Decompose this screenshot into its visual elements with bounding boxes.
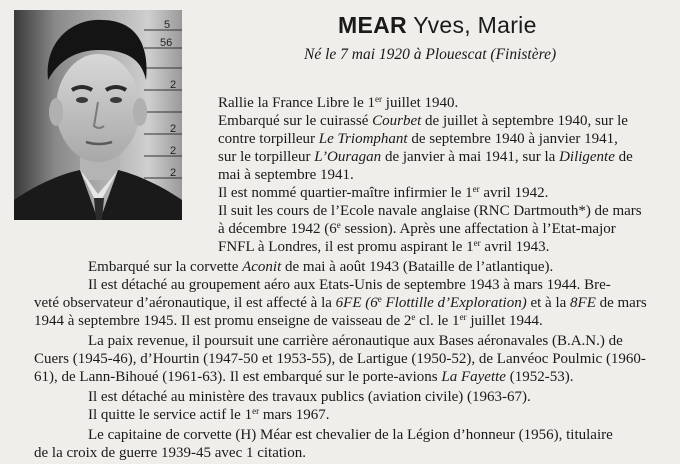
text-span: Il suit les cours de l’Ecole navale anglaise (RNC Dartmouth*) de mars <box>218 203 642 219</box>
italic-text: Diligente <box>559 149 615 165</box>
text-span: Rallie la France Libre le 1 <box>218 95 376 111</box>
text-span: Il est détaché au ministère des travaux publics (aviation civile) (1963-67). <box>88 389 531 405</box>
text-span: 61), de Lann-Bihoué (1961-63). Il est embarqué sur le porte-avions <box>34 369 442 385</box>
text-span: La paix revenue, il poursuit une carrière aéronautique aux Bases aéronavales (B.A.N.) de <box>88 333 623 349</box>
text-span: veté observateur d’aéronautique, il est affecté à la <box>34 295 336 311</box>
text-span: juillet 1940. <box>382 95 459 111</box>
text-span: et à la <box>526 295 571 311</box>
text-span: sur le torpilleur <box>218 149 315 165</box>
text-span: Embarqué sur la corvette <box>88 259 243 275</box>
text-span: de <box>614 149 633 165</box>
superscript: er <box>375 94 383 104</box>
text-span: juillet 1944. <box>466 313 543 329</box>
text-span: Il est détaché au groupement aéro aux Etats-Unis de septembre 1943 à mars 1944. Bre- <box>88 277 611 293</box>
text-line <box>218 166 354 184</box>
superscript: er <box>473 238 481 248</box>
text-line <box>34 294 647 312</box>
text-span: de janvier à mai 1941, sur la <box>381 149 560 165</box>
text-line <box>218 220 616 238</box>
text-line <box>88 406 330 424</box>
text-line <box>88 426 613 444</box>
italic-text: Aconit <box>242 259 282 275</box>
italic-text: L’Ouragan <box>314 149 382 165</box>
superscript: e <box>411 312 416 322</box>
text-line <box>88 258 553 276</box>
text-line <box>34 312 543 330</box>
text-line <box>88 332 623 350</box>
text-span: 1944 à septembre 1945. Il est promu enseigne de vaisseau de 2 <box>34 313 412 329</box>
text-span: de mai à août 1943 (Bataille de l’atlantique). <box>281 259 554 275</box>
italic-text: Le Triomphant <box>318 131 408 147</box>
person-name-heading <box>338 12 537 39</box>
birth-info: Né le 7 mai 1920 à Plouescat (Finistère) <box>304 46 557 63</box>
superscript: er <box>252 406 260 416</box>
text-line <box>218 184 548 202</box>
text-span: de juillet à septembre 1940, sur le <box>421 113 628 129</box>
text-span: Cuers (1945-46), d’Hourtin (1947-50 et 1953-55), de Lartigue (1950-52), de Lanvéoc Poulmic (1960- <box>34 351 646 367</box>
given-names: Yves, Marie <box>413 12 537 38</box>
plate-number: 56 <box>160 37 173 49</box>
text-line <box>218 130 618 148</box>
text-span: avril 1943. <box>480 239 550 255</box>
text-span: Embarqué sur le cuirassé <box>218 113 373 129</box>
plate-number: 2 <box>170 79 177 91</box>
text-span: session). Après une affectation à l’Etat-major <box>340 221 616 237</box>
text-span: de la croix de guerre 1939-45 avec 1 citation. <box>34 445 306 461</box>
italic-text: 6FE (6 <box>335 295 378 311</box>
surname: MEAR <box>338 12 407 38</box>
superscript: er <box>459 312 467 322</box>
portrait-illustration <box>14 10 182 220</box>
text-span: cl. le 1 <box>415 313 460 329</box>
plate-number: 5 <box>164 19 171 31</box>
text-line <box>34 350 646 368</box>
text-span: de mars <box>595 295 647 311</box>
text-line <box>218 112 628 130</box>
text-line <box>218 148 633 166</box>
italic-text: Courbet <box>372 113 422 129</box>
text-line <box>34 444 306 462</box>
text-span: Il quitte le service actif le 1 <box>88 407 253 423</box>
portrait-photo <box>14 10 182 220</box>
text-span: à décembre 1942 (6 <box>218 221 337 237</box>
text-span: Le capitaine de corvette (H) Méar est chevalier de la Légion d’honneur (1956), titulaire <box>88 427 613 443</box>
text-span: FNFL à Londres, il est promu aspirant le 1 <box>218 239 474 255</box>
text-line <box>34 368 573 386</box>
text-span: contre torpilleur <box>218 131 319 147</box>
text-line <box>218 238 549 256</box>
text-line <box>88 388 531 406</box>
text-line <box>88 276 611 294</box>
plate-number: 2 <box>170 123 177 135</box>
text-line <box>218 94 458 112</box>
plate-number: 2 <box>170 145 177 157</box>
plate-number: 2 <box>170 167 177 179</box>
text-span: de septembre 1940 à janvier 1941, <box>407 131 618 147</box>
text-span: (1952-53). <box>505 369 574 385</box>
text-span: avril 1942. <box>479 185 549 201</box>
italic-text: La Fayette <box>441 369 506 385</box>
text-line <box>218 202 642 220</box>
italic-text: 8FE <box>570 295 596 311</box>
superscript: e <box>377 294 382 304</box>
italic-text: Flottille d’Exploration) <box>381 295 527 311</box>
text-span: mars 1967. <box>259 407 330 423</box>
text-span: Il est nommé quartier-maître infirmier le 1 <box>218 185 473 201</box>
superscript: e <box>336 220 341 230</box>
text-span: mai à septembre 1941. <box>218 167 354 183</box>
superscript: er <box>472 184 480 194</box>
